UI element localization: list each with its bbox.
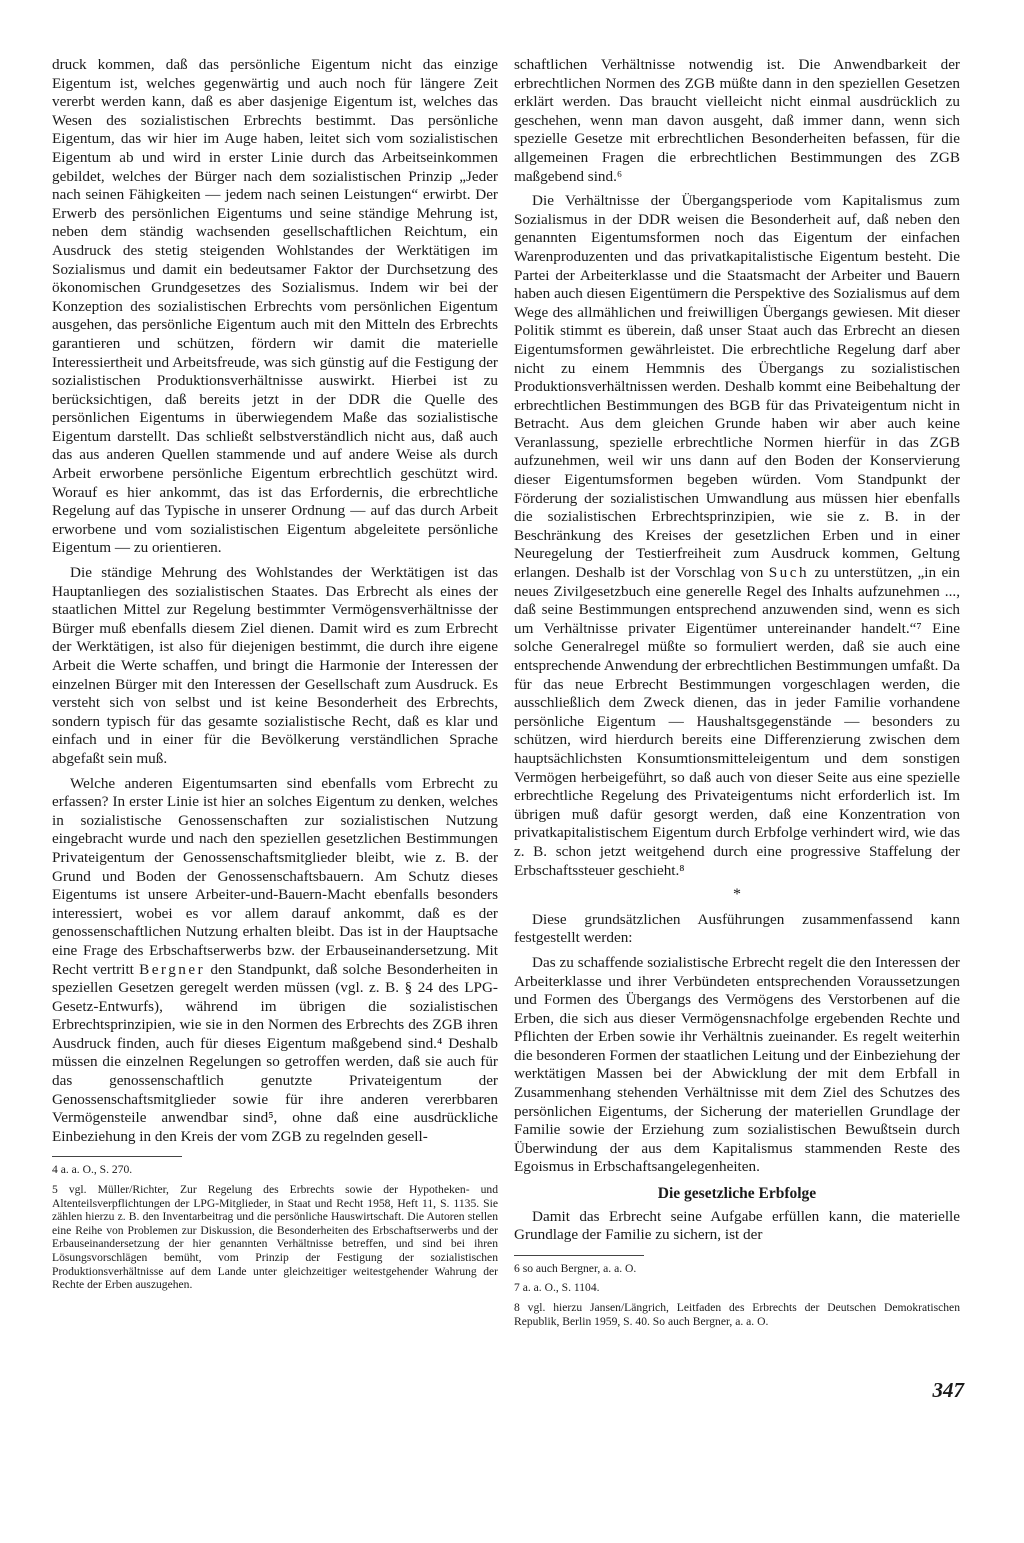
section-heading: Die gesetzliche Erbfolge: [657, 1185, 817, 1203]
footnote: 4 a. a. O., S. 270.: [52, 1163, 133, 1177]
footnote-divider: [52, 1156, 182, 1157]
paragraph: Die Verhältnisse der Übergangsperiode vom Kapitalismus zum Sozialismus in der DDR weisen die Besonderheit auf, daß neben den genannten Eigentumsformen noch das Eigentum der einfachen Warenproduzenten und das privatkapitalistische Eigentum besteht. Die Partei der Arbeiterklasse und die Staatsmacht der Arbeiter und Bauern haben auch diesen Eigentümern die Perspektive des Sozialismus auf dem Wege des allmählichen und freiwilligen Übergangs gewiesen. Mit dieser Politik stimmt es überein, daß unser Staat auch das Erbrecht an diesen Eigentumsformen gewährleistet. Die erbrechtliche Regelung darf aber nicht zu einem Hemmnis des Übergangs zu sozialistischen Produktionsverhältnissen werden. Deshalb kommt eine Beibehaltung der erbrechtlichen Bestimmungen des BGB für das Privateigentum nicht in Betracht. Aus dem gleichen Grunde haben wir aber auch keine Veranlassung, spezielle erbrechtliche Normen hierfür in das ZGB aufzunehmen, weil wir uns dann auf den Boden der Konservierung dieser Eigentumsformen begeben würden. Vom Standpunkt der Förderung der sozialistischen Umwandlung aus müssen hier ebenfalls die sozialistischen Erbrechtsprinzipien, wie sie z. B. in der Beschränkung des Kreises der gesetzlichen Erben und in einer Neuregelung der Testierfreiheit zum Ausdruck kommen, Geltung erlangen. Deshalb ist der Vorschlag von Such zu unterstützen, „in ein neues Zivilgesetzbuch eine generelle Regel des Inhalts aufzunehmen ..., daß seine Bestimmungen entsprechend anzuwenden sind, wenn es sich um Verhältnisse privater Eigentümer untereinander handelt.“⁷ Eine solche Generalregel müßte so formuliert werden, daß sie auch eine entsprechende Anwendung der erbrechtlichen Bestimmungen umfaßt. Da für das neue Erbrecht Bestimmungen vorgeschlagen werden, die ausschließlich dem Zweck dienen, das in jeder Familie vorhandene persönliche Eigentum — Haushaltsgegenstände — besonders zu schützen, wird hierdurch bereits eine Differenzierung zwischen dem hauptsächlichsten Konsumtionsmitteleigentum und dem sonstigen Vermögen herbeigeführt, so daß auch von dieser Seite aus eine spezielle erbrechtliche Regelung des Privateigentums nicht erforderlich ist. Im übrigen muß dafür gesorgt werden, daß eine Konzentration von privatkapitalistischem Eigentum durch Erbfolge verhindert wird, wie das z. B. schon jetzt weitgehend durch eine progressive Staffelung der Erbschaftssteuer geschieht.⁸: [514, 192, 960, 879]
paragraph: Die ständige Mehrung des Wohlstandes der Werktätigen ist das Hauptanliegen des sozialistischen Staates. Das Erbrecht als eines der staatlichen Mittel zur Regelung bestimmter Vermögensverhältnisse der Bürger muß ebenfalls diesem Ziel dienen. Damit wird es zum Erbrecht der Werktätigen, ist also für diejenigen bestimmt, die durch ihre eigene Arbeit die Werte schaffen, und bringt die Harmonie der Interessen der einzelnen Bürger mit den Interessen der Gesellschaft zum Ausdruck. Es versteht sich von selbst und ist keine Besonderheit des Erbrechts, sondern typisch für das gesamte sozialistische Recht, daß es klar und einfach und in einer für die Bevölkerung verständlichen Sprache abgefaßt sein muß.: [52, 564, 498, 767]
author-name: Bergner: [139, 960, 206, 978]
author-name: Such: [768, 564, 810, 582]
paragraph: Das zu schaffende sozialistische Erbrecht regelt die den Interessen der Arbeiterklasse und ihrer Verbündeten entsprechenden Voraussetzungen und Formen des Übergangs des Vermögens des Verstorbenen auf die Erben, die sich aus dieser Vermögensnachfolge ergebenden Rechte und Pflichten der Erben sowie ihr Verhältnis zueinander. Es regelt weiterhin die besonderen Formen der staatlichen Leitung und der Einbeziehung der werktätigen Massen bei der Abwicklung der mit dem Erbfall in Zusammenhang stehenden Verhältnisse mit dem Ziel des Schutzes des persönlichen Eigentums, der Sicherung der materiellen Grundlage der Familie sowie der Erziehung zum sozialistischen Bewußtsein durch Überwindung der aus dem Kapitalismus stammenden Reste des Egoismus in Erbschaftsangelegenheiten.: [514, 953, 960, 1176]
footnote-divider: [514, 1255, 644, 1256]
right-column: [514, 56, 960, 1334]
paragraph: Damit das Erbrecht seine Aufgabe erfüllen kann, die materielle Grundlage der Familie zu sichern, ist der: [514, 1207, 960, 1244]
section-separator: *: [733, 886, 741, 904]
paragraph: schaftlichen Verhältnisse notwendig ist. Die Anwendbarkeit der erbrechtlichen Normen des ZGB müßte dann in den speziellen Gesetzen erklärt werden. Das braucht vielleicht nicht einmal ausdrücklich zu geschehen, wenn man davon ausgeht, daß immer dann, wenn sich spezielle Gesetze mit erbrechtlichen Besonderheiten befassen, für die allgemeinen Fragen die erbrechtlichen Bestimmungen des ZGB maßgebend sind.⁶: [514, 56, 960, 185]
footnote: 8 vgl. hierzu Jansen/Längrich, Leitfaden des Erbrechts der Deutschen Demokratischen Republik, Berlin 1959, S. 40. So auch Bergner, a. a. O.: [514, 1301, 960, 1328]
paragraph: Welche anderen Eigentumsarten sind ebenfalls vom Erbrecht zu erfassen? In erster Linie ist hier an solches Eigentum zu denken, welches in sozialistische Genossenschaften zur sozialistischen Nutzung eingebracht wurde und nach den speziellen gesetzlichen Bestimmungen Privateigentum der Genossenschaftsmitglieder bleibt, wie z. B. der Grund und Boden der Genossenschaftsbauern. Am Schutz dieses Eigentums ist unsere Arbeiter-und-Bauern-Macht ebenfalls besonders interessiert, wobei es vor allem darauf ankommt, daß es der genossenschaftlichen Nutzung erhalten bleibt. Das ist in der Hauptsache eine Frage des Erbschaftserwerbs bzw. der Erbauseinandersetzung. Mit Recht vertritt Bergner den Standpunkt, daß solche Besonderheiten in speziellen Gesetzen geregelt werden müssen (vgl. z. B. § 24 des LPG-Gesetz-Entwurfs), während im übrigen die sozialistischen Erbrechtsprinzipien, wie sie in den Normen des Erbrechts des ZGB ihren Ausdruck finden, auch für dieses Eigentum maßgebend sind.⁴ Deshalb müssen die einzelnen Regelungen so getroffen werden, daß sie auch für das genossenschaftlich genutzte Privateigentum der Genossenschaftsmitglieder sowie für ihre anderen vererbbaren Vermögensteile anwendbar sind⁵, ohne daß eine ausdrückliche Einbeziehung in den Kreis der vom ZGB zu regelnden gesell-: [52, 774, 499, 1145]
paragraph: Diese grundsätzlichen Ausführungen zusammenfassend kann festgestellt werden:: [514, 910, 960, 947]
left-column: [52, 56, 498, 1298]
page-number: 347: [932, 1378, 964, 1402]
footnote: 5 vgl. Müller/Richter, Zur Regelung des Erbrechts sowie der Hypotheken- und Altenteilsverpflichtungen der LPG-Mitglieder, in Staat und Recht 1958, Heft 11, S. 1135. Sie zählen hierzu z. B. den Inventarbeitrag und die persönliche Hauswirtschaft. Die Autoren stellen eine Reihe von Problemen zur Diskussion, die Besonderheiten des Erbschaftserwerbs und der Erbauseinandersetzung der hier genannten Verhältnisse betreffen, und sind bei ihren Lösungsvorschlägen bemüht, vom Prinzip der Festigung der sozialistischen Produktionsverhältnisse auf dem Lande unter gleichzeitiger weitestgehender Wahrung der Rechte der Erben auszugehen.: [52, 1183, 498, 1292]
footnote: 6 so auch Bergner, a. a. O.: [514, 1261, 637, 1275]
footnote: 7 a. a. O., S. 1104.: [514, 1281, 600, 1295]
paragraph: druck kommen, daß das persönliche Eigentum nicht das einzige Eigentum ist, welches gegenwärtig und auch noch für längere Zeit vererbt werden kann, daß es aber dasjenige Eigentum ist, welches das Wesen des sozialistischen Erbrechts bestimmt. Das persönliche Eigentum, das wir hier im Auge haben, leitet sich vom sozialistischen Eigentum ab und wird in erster Linie durch das Arbeitseinkommen gebildet, welches der Bürger nach dem sozialistischen Prinzip „Jeder nach seinen Fähigkeiten — jedem nach seinen Leistungen“ erwirbt. Der Erwerb des persönlichen Eigentums und seine ständige Mehrung ist, neben dem ständig wachsenden gesellschaftlichen Reichtum, ein Ausdruck des stetig steigenden Wohlstandes der Werktätigen im Sozialismus und damit ein bedeutsamer Faktor der Durchsetzung des ökonomischen Grundgesetzes des Sozialismus. Indem wir bei der Konzeption des sozialistischen Erbrechts vom persönlichen Eigentum ausgehen, das persönliche Eigentum auch mit den Mitteln des Erbrechts garantieren und schützen, fördern wir damit die materielle Interessiertheit und Arbeitsfreude, was sich günstig auf die Festigung der sozialistischen Produktionsverhältnisse auswirkt. Hierbei ist zu berücksichtigen, daß bereits jetzt in der DDR die Quelle des persönlichen Eigentums in überwiegendem Maße das sozialistische Eigentum darstellt. Das schließt selbstverständlich nicht aus, daß auch das aus anderen Quellen stammende und auf andere Weise als durch Arbeit erworbene persönliche Eigentum erbrechtlich geschützt wird. Worauf es hier ankommt, das ist das Erfordernis, die erbrechtliche Regelung auf das Typische in unserer Ordnung — auf das durch Arbeit erworbene und vom sozialistischen Eigentum abgeleitete persönliche Eigentum — zu orientieren.: [52, 56, 498, 557]
